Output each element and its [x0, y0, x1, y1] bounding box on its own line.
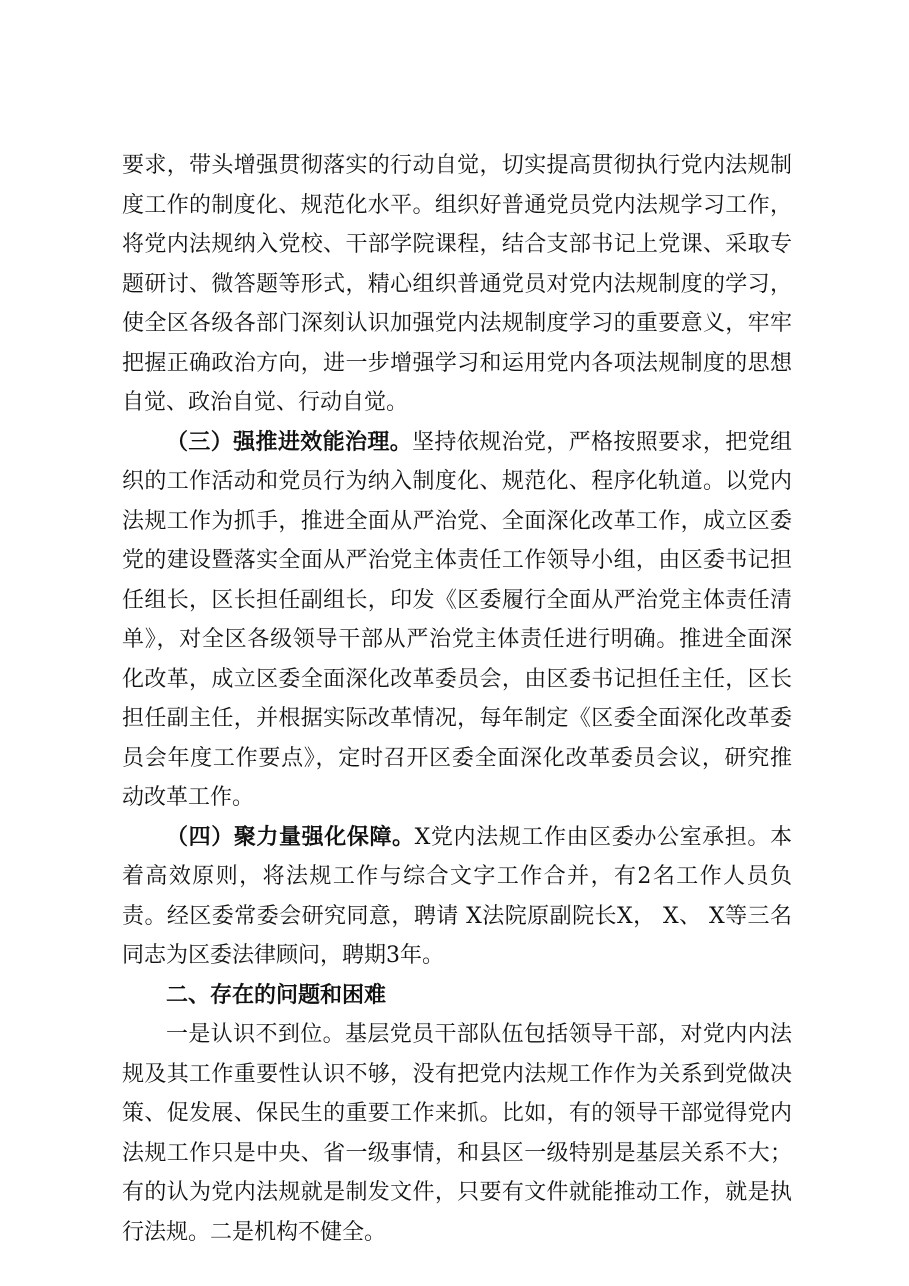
paragraph-problems: 一是认识不到位。基层党员干部队伍包括领导干部，对党内内法规及其工作重要性认识不够，没有把党内法规工作作为关系到党做决策、促发展、保民生的重要工作来抓。比如，有的领导干部觉得党内法规工作只是中央、省一级事情，和县区一级特别是基层关系不大；有的认为党内法规就是制发文件，只要有文件就能推动工作，就是执行法规。二是机构不健全。 — [122, 1022, 792, 1245]
section-heading-problems: 二、存在的问题和困难 — [166, 982, 387, 1008]
paragraph-study: 要求，带头增强贯彻落实的行动自觉，切实提高贯彻执行党内法规制度工作的制度化、规范化水平。组织好普通党员党内法规学习工作，将党内法规纳入党校、干部学院课程，结合支部书记上党课、采取专题研讨、微答题等形式，精心组织普通党员对党内法规制度的学习，使全区各级各部门深刻认识加强党内法规制度学习的重要意义，牢牢把握正确政治方向，进一步增强学习和运用党内各项法规制度的思想自觉、政治自觉、行动自觉。 — [122, 153, 792, 415]
paragraph-guarantee-body: X党内法规工作由区委办公室承担。本着高效原则，将法规工作与综合文字工作合并，有2名工作人员负责。经区委常委会研究同意，聘请 X法院原副院长X， X、 X等三名同志为区委法律顾问，聘期3年。 — [122, 824, 792, 968]
document-page — [122, 146, 792, 1252]
paragraph-governance-body: 坚持依规治党，严格按照要求，把党组织的工作活动和党员行为纳入制度化、规范化、程序化轨道。以党内法规工作为抓手，推进全面从严治党、全面深化改革工作，成立区委党的建设暨落实全面从严治党主体责任工作领导小组，由区委书记担任组长，区长担任副组长，印发《区委履行全面从严治党主体责任清单》，对全区各级领导干部从严治党主体责任进行明确。推进全面深化改革，成立区委全面深化改革委员会，由区委书记担任主任，区长担任副主任，并根据实际改革情况，每年制定《区委全面深化改革委员会年度工作要点》，定时召开区委全面深化改革委员会议，研究推动改革工作。 — [122, 429, 792, 810]
paragraph-governance-title: （三）强推进效能治理。 — [166, 428, 413, 455]
paragraph-governance — [122, 423, 792, 818]
paragraph-guarantee — [122, 818, 792, 976]
paragraph-guarantee-title: （四）聚力量强化保障。 — [166, 823, 415, 850]
